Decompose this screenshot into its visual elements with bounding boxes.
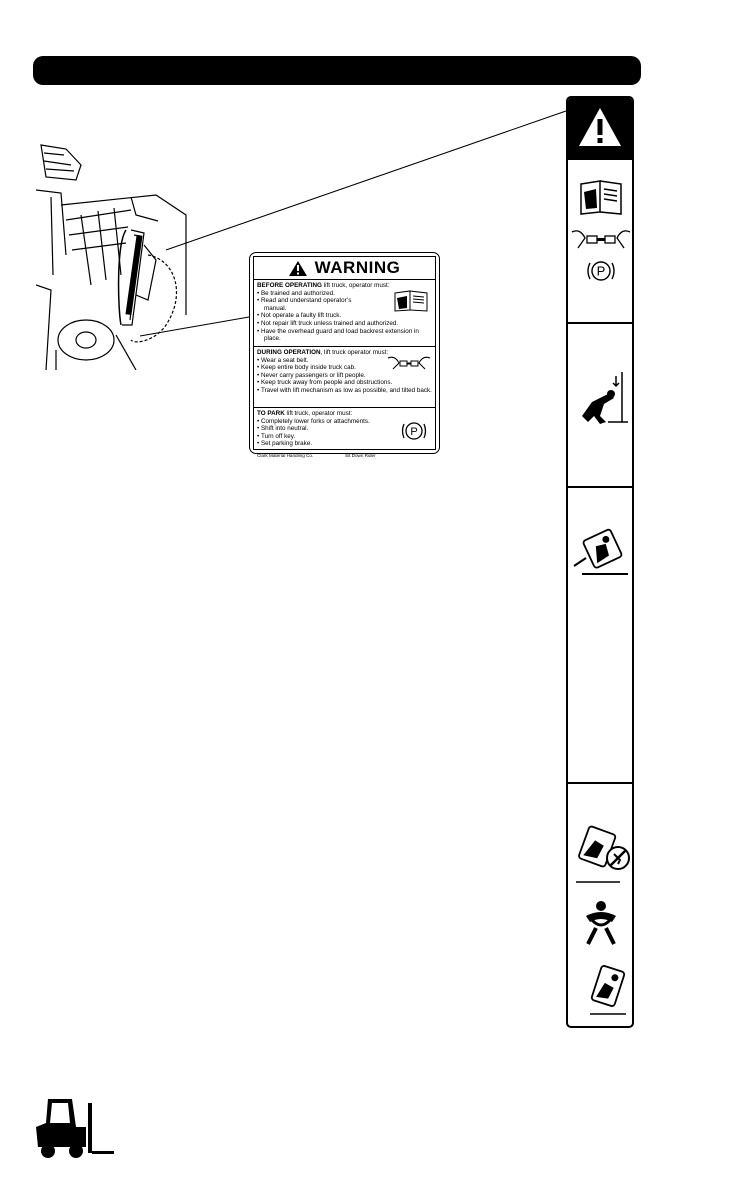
tipover-icon [572,528,630,576]
list-item: • Keep entire body inside truck cab. [257,364,432,372]
list-item: • Be trained and authorized. [257,290,375,298]
seat-belt-icon [387,355,431,371]
warning-label [249,252,440,458]
list-item: • Shift into neutral. [257,425,432,433]
list-item: • Set parking brake. [257,440,432,448]
forklift-logo-icon [34,1097,114,1159]
during-operation-section [254,347,435,408]
parking-brake-icon [401,420,427,442]
parking-symbol: P [596,263,606,279]
safety-icon-strip [566,96,634,1028]
warning-triangle-icon [289,261,307,276]
parking-symbol: P [410,426,418,438]
header-bar [33,56,641,85]
forklift-cab-illustration [36,135,196,370]
list-item: • Wear a seat belt. [257,357,432,365]
warning-title: WARNING [314,258,401,277]
list-item: • Not operate a faulty lift truck. [257,312,375,320]
section-heading: DURING OPERATION, lift truck operator must: [257,349,389,356]
list-item: • Turn off key. [257,433,432,441]
list-item: • Not repair lift truck unless trained and authorized. [257,320,432,328]
list-item: • Keep truck away from people and obstructions. [257,379,432,387]
warning-triangle-icon [568,98,632,160]
no-jump-icon [574,824,632,884]
manufacturer-text: Clark Material Handling Co. [257,453,314,458]
model-text: Sit Down Rider [345,453,376,458]
list-item: • Read and understand operator’s manual. [257,297,375,312]
list-item: • Travel with lift mechanism as low as possible, and tilted back. [257,387,432,395]
strip-divider [568,486,632,488]
section-heading: TO PARK lift truck, operator must: [257,410,353,417]
list-item: • Completely lower forks or attachments. [257,418,432,426]
list-item: • Have the overhead guard and load backrest extension in place. [257,328,432,343]
lean-away-icon [588,964,628,1016]
parking-brake-icon [586,258,616,284]
label-footer [257,453,432,458]
manual-book-icon [393,290,429,312]
warning-label-header [254,257,435,280]
list-item: • Never carry passengers or lift people. [257,372,432,380]
before-operating-section [254,280,435,347]
strip-header [568,98,632,160]
section-heading: BEFORE OPERATING lift truck, operator must: [257,282,390,289]
brace-icon [582,900,620,946]
manual-book-icon [578,178,624,216]
strip-divider [568,322,632,324]
crush-hazard-icon [578,372,628,424]
strip-divider [568,782,632,784]
to-park-section [254,408,435,460]
seat-belt-icon [570,228,632,252]
